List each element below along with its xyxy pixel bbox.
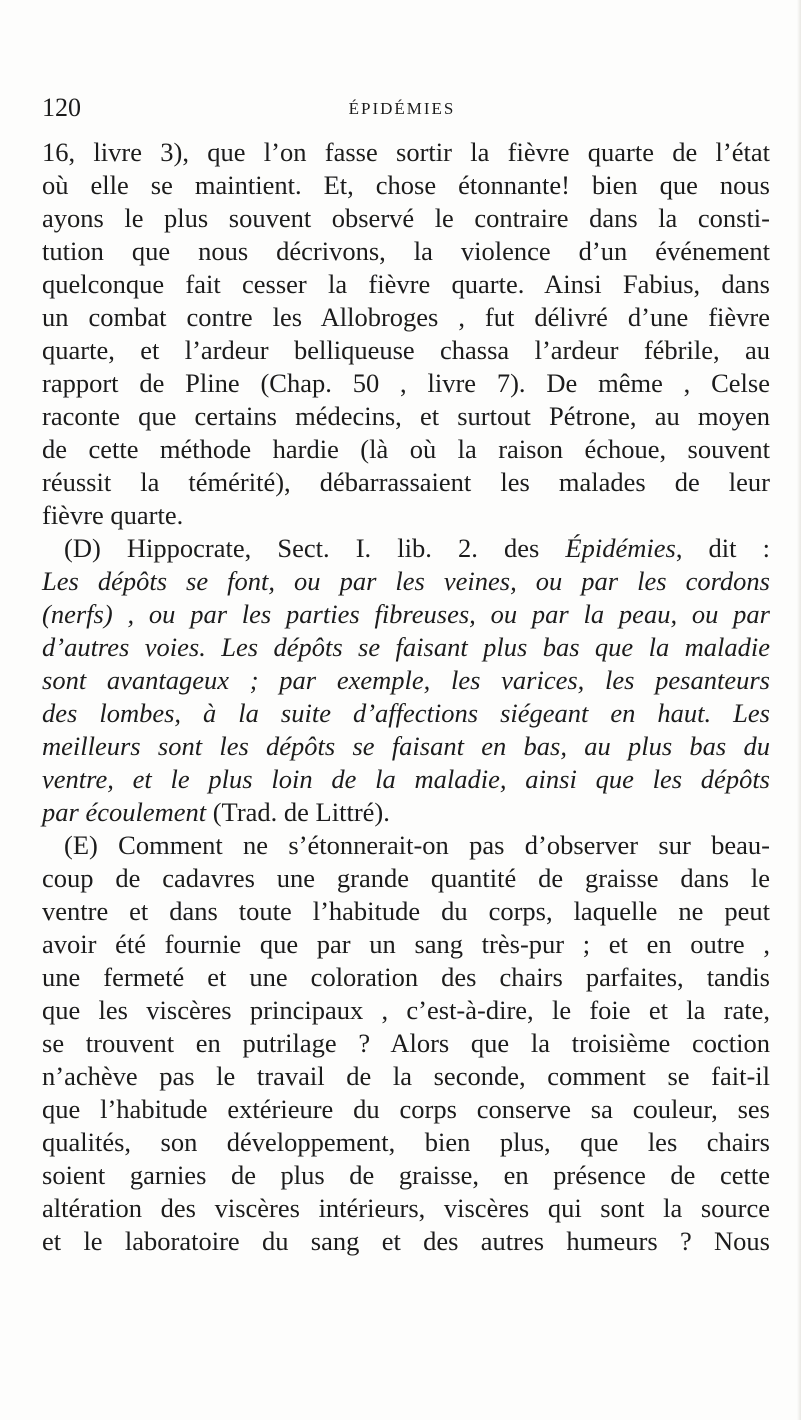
text-line	[42, 664, 770, 697]
italic-text: nerfs	[50, 599, 104, 629]
text-line	[42, 1093, 770, 1126]
text-run: se trouvent en putrilage ? Alors que la troisième coction	[42, 1028, 770, 1058]
text-run: coup de cadavres une grande quantité de graisse dans le	[42, 863, 770, 893]
text-run: et le laboratoire du sang et des autres humeurs ? Nous	[42, 1226, 770, 1256]
text-line	[42, 334, 770, 367]
italic-text: des lombes, à la suite d’affections siégeant en haut. Les	[42, 698, 770, 728]
italic-text: meilleurs sont les dépôts se faisant en bas, au plus bas du	[42, 731, 770, 761]
text-line	[42, 928, 770, 961]
italic-text: Les dépôts se font, ou par les veines, ou par les cordons	[42, 566, 770, 596]
text-line	[42, 796, 770, 829]
text-line	[42, 169, 770, 202]
text-run: tution que nous décrivons, la violence d’un événement	[42, 236, 770, 266]
italic-text: sont avantageux ; par exemple, les varices, les pesanteurs	[42, 665, 770, 695]
text-run: une fermeté et une coloration des chairs parfaites, tandis	[42, 962, 770, 992]
text-line	[42, 301, 770, 334]
text-run: raconte que certains médecins, et surtout Pétrone, au moyen	[42, 401, 770, 431]
text-line	[42, 532, 770, 565]
text-run: n’achève pas le travail de la seconde, comment se fait-il	[42, 1061, 770, 1091]
text-run: que les viscères principaux , c’est-à-dire, le foie et la rate,	[42, 995, 770, 1025]
italic-text: d’autres voies. Les dépôts se faisant plus bas que la maladie	[42, 632, 770, 662]
text-run: de cette méthode hardie (là où la raison échoue, souvent	[42, 434, 770, 464]
text-line	[42, 763, 770, 796]
italic-text: par écoulement	[42, 797, 207, 827]
page-header	[42, 93, 762, 125]
text-run: quelconque fait cesser la fièvre quarte. Ainsi Fabius, dans	[42, 269, 770, 299]
text-line	[42, 994, 770, 1027]
text-run: avoir été fournie que par un sang très-pur ; et en outre ,	[42, 929, 770, 959]
text-line	[42, 235, 770, 268]
text-line	[42, 433, 770, 466]
text-run: ventre et dans toute l’habitude du corps, laquelle ne peut	[42, 896, 770, 926]
text-line	[42, 829, 770, 862]
text-line	[42, 1225, 770, 1258]
text-run: qualités, son développement, bien plus, que les chairs	[42, 1127, 770, 1157]
text-line	[42, 961, 770, 994]
text-run: fièvre quarte.	[42, 500, 184, 530]
text-run: (D) Hippocrate, Sect. I. lib. 2. des	[64, 533, 566, 563]
text-line	[42, 136, 770, 169]
text-line	[42, 400, 770, 433]
page-number: 120	[42, 93, 81, 122]
text-line	[42, 1126, 770, 1159]
text-line	[42, 1159, 770, 1192]
text-line	[42, 268, 770, 301]
text-run: soient garnies de plus de graisse, en présence de cette	[42, 1160, 770, 1190]
body-text	[42, 136, 770, 1258]
text-run: ayons le plus souvent observé le contraire dans la consti-	[42, 203, 770, 233]
text-run: quarte, et l’ardeur belliqueuse chassa l’ardeur fébrile, au	[42, 335, 770, 365]
text-run: rapport de Pline (Chap. 50 , livre 7). De même , Celse	[42, 368, 770, 398]
text-run: (E) Comment ne s’étonnerait-on pas d’observer sur beau-	[64, 830, 770, 860]
text-line	[42, 1192, 770, 1225]
running-head: ÉPIDÉMIES	[348, 99, 456, 118]
text-line	[42, 1027, 770, 1060]
text-line	[42, 631, 770, 664]
text-line	[42, 862, 770, 895]
page-edge-shadow	[797, 0, 801, 1420]
text-line	[42, 499, 770, 532]
italic-text: ) , ou par les parties fibreuses, ou par la peau, ou par	[103, 599, 770, 629]
text-line	[42, 730, 770, 763]
text-line	[42, 895, 770, 928]
text-run: , dit :	[675, 533, 770, 563]
text-line	[42, 697, 770, 730]
italic-text: (	[42, 599, 51, 629]
text-run: réussit la témérité), débarrassaient les malades de leur	[42, 467, 770, 497]
text-line	[42, 202, 770, 235]
text-line	[42, 1060, 770, 1093]
text-run: (Trad. de Littré).	[206, 797, 390, 827]
text-run: 16, livre 3), que l’on fasse sortir la fièvre quarte de l’état	[42, 137, 770, 167]
text-line	[42, 565, 770, 598]
italic-text: ventre, et le plus loin de la maladie, ainsi que les dépôts	[42, 764, 770, 794]
text-line	[42, 466, 770, 499]
text-line	[42, 367, 770, 400]
text-run: altération des viscères intérieurs, viscères qui sont la source	[42, 1193, 770, 1223]
text-run: où elle se maintient. Et, chose étonnante! bien que nous	[42, 170, 770, 200]
italic-text: Épidémies	[565, 533, 676, 563]
text-run: un combat contre les Allobroges , fut délivré d’une fièvre	[42, 302, 770, 332]
text-run: que l’habitude extérieure du corps conserve sa couleur, ses	[42, 1094, 770, 1124]
text-line	[42, 598, 770, 631]
